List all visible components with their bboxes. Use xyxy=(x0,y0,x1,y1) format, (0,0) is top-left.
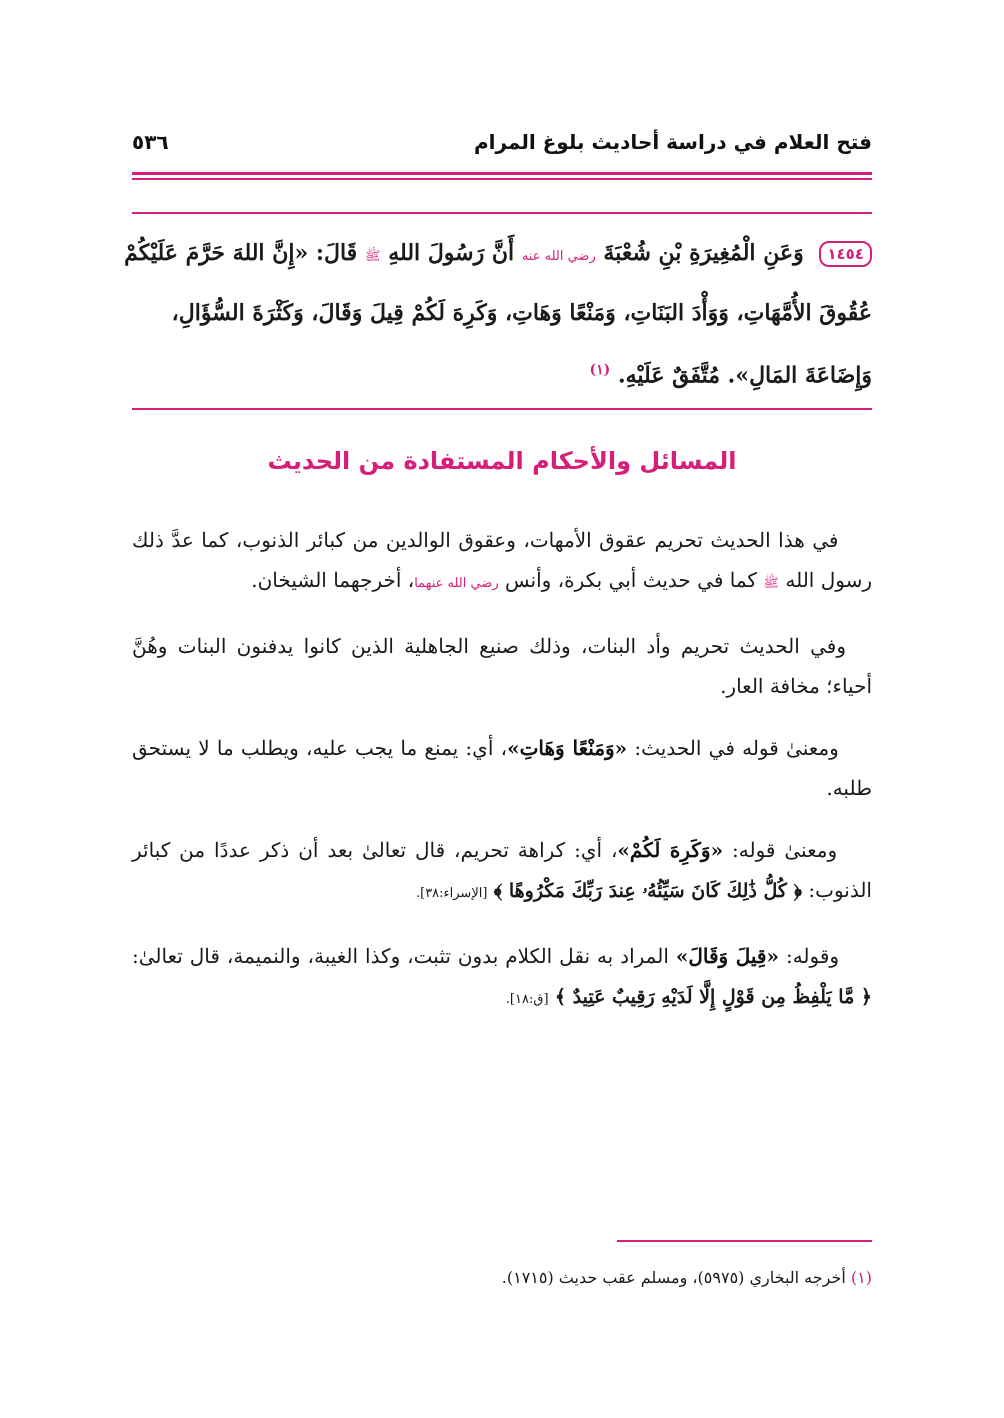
paragraph-5 xyxy=(132,936,872,1020)
header-rule-top xyxy=(132,172,872,175)
paragraph-1-a: في هذا الحديث تحريم عقوق الأمهات، وعقوق الوالدين من كبائر الذنوب، كما عدَّ ذلك رسول الله xyxy=(132,528,872,592)
hadith-line-1-c: قَالَ: «إِنَّ اللهَ حَرَّمَ عَلَيْكُمْ xyxy=(124,240,358,266)
paragraph-4-quote: «وَكَرِهَ لَكُمْ» xyxy=(617,838,724,862)
hadith-bottom-rule xyxy=(132,408,872,410)
hadith-line-1-b: أَنَّ رَسُولَ اللهِ xyxy=(388,240,515,266)
paragraph-5-a: وقوله: xyxy=(785,944,840,968)
honorific-prophet: ﷺ xyxy=(364,249,381,264)
footnote-text: أخرجه البخاري (٥٩٧٥)، ومسلم عقب حديث (١٧١٥). xyxy=(501,1268,846,1287)
hadith-line-2: عُقُوقَ الأُمَّهَاتِ، وَوَأْدَ البَنَاتِ، وَمَنْعًا وَهَاتِ، وَكَرِهَ لَكُمْ قِيلَ وَقَالَ، وَكَثْرَةَ السُّؤَالِ، xyxy=(171,300,872,326)
footnote xyxy=(132,1268,872,1287)
paragraph-4-b: ، أي: كراهة تحريم، قال تعالىٰ بعد أن ذكر عددًا من كبائر الذنوب: xyxy=(132,838,872,902)
paragraph-1 xyxy=(132,520,872,604)
paragraph-3-a: ومعنىٰ قوله في الحديث: xyxy=(634,736,839,760)
footnote-marker[interactable]: (١) xyxy=(589,362,611,378)
page-number: ٥٣٦ xyxy=(132,130,169,154)
header-rule-bottom xyxy=(132,178,872,180)
paragraph-5-b: المراد به نقل الكلام بدون تثبت، وكذا الغيبة، والنميمة، قال تعالىٰ: xyxy=(132,944,669,968)
honorific-companion: رضي الله عنه xyxy=(521,249,596,264)
quran-verse-2: ﴿ مَّا يَلْفِظُ مِن قَوْلٍ إِلَّا لَدَيْهِ رَقِيبٌ عَتِيدٌ ﴾ xyxy=(554,986,872,1008)
quran-verse-1: ﴿ كُلُّ ذَٰلِكَ كَانَ سَيِّئُهُۥ عِندَ رَبِّكَ مَكْرُوهًا ﴾ xyxy=(493,880,803,902)
hadith-line-3 xyxy=(132,342,872,404)
paragraph-1-b: كما في حديث أبي بكرة، وأنس xyxy=(505,568,757,592)
paragraph-1-c: ، أخرجهما الشيخان. xyxy=(251,568,415,592)
paragraph-2-text: وفي الحديث تحريم وأد البنات، وذلك صنيع الجاهلية الذين كانوا يدفنون البنات وهُنَّ أحياء؛ مخافة العار. xyxy=(132,634,872,698)
paragraph-5-quote: «قِيلَ وَقَالَ» xyxy=(675,944,779,968)
paragraph-2 xyxy=(132,626,872,706)
body-text xyxy=(132,520,872,1042)
hadith-line-1 xyxy=(124,225,872,285)
footnote-number: (١) xyxy=(850,1268,872,1287)
hadith-text xyxy=(124,225,872,404)
verse-reference-2: [ق:١٨]. xyxy=(505,992,549,1007)
paragraph-4-a: ومعنىٰ قوله: xyxy=(732,838,838,862)
running-header xyxy=(132,126,872,166)
hadith-line-1-a: وَعَنِ الْمُغِيرَةِ بْنِ شُعْبَةَ xyxy=(603,240,804,266)
honorific-companions: رضي الله عنهما xyxy=(414,576,499,591)
paragraph-3-quote: «وَمَنْعًا وَهَاتِ» xyxy=(507,736,628,760)
paragraph-3 xyxy=(132,728,872,808)
hadith-top-rule xyxy=(132,212,872,214)
hadith-number-badge: ١٤٥٤ xyxy=(819,241,872,267)
footnote-rule xyxy=(617,1240,872,1242)
paragraph-3-b: ، أي: يمنع ما يجب عليه، ويطلب ما لا يستحق طلبه. xyxy=(132,736,872,800)
verse-reference-1: [الإسراء:٣٨]. xyxy=(415,886,488,901)
hadith-line-3-text: وَإِضَاعَةَ المَالِ». مُتَّفَقٌ عَلَيْهِ. xyxy=(617,362,872,389)
section-title: المسائل والأحكام المستفادة من الحديث xyxy=(267,447,737,475)
book-title: فتح العلام في دراسة أحاديث بلوغ المرام xyxy=(473,130,872,154)
honorific-prophet-2: ﷺ xyxy=(763,576,779,591)
paragraph-4 xyxy=(132,830,872,914)
